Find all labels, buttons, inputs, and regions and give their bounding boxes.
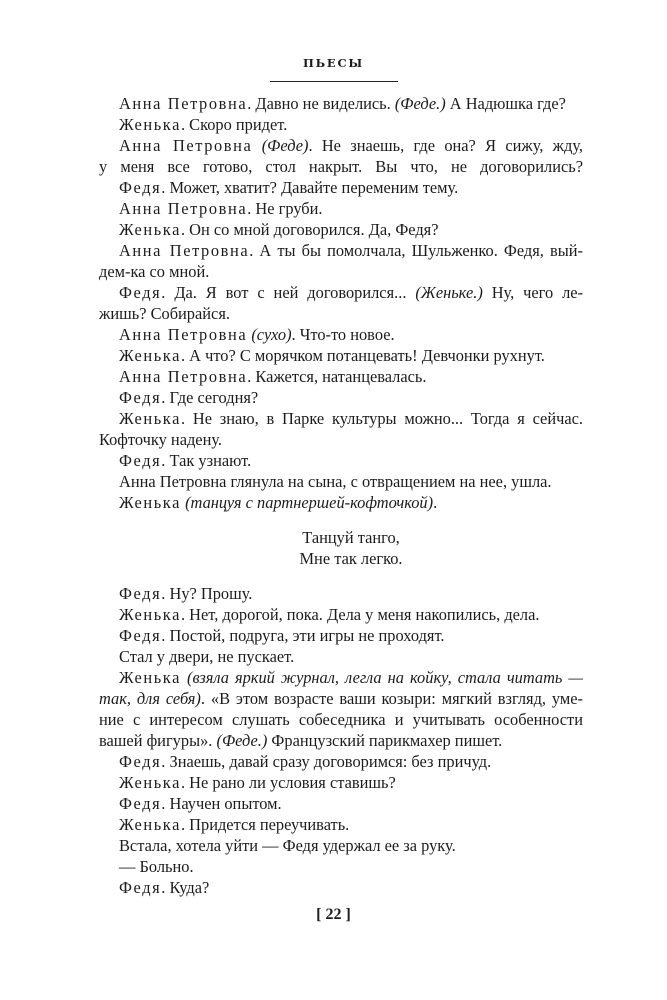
dialogue-line: Федя. Ну? Прошу. — [119, 584, 253, 603]
dialogue-line: Федя. Так узнают. — [119, 451, 252, 470]
dialogue-line: Анна Петровна (Феде). Не знаешь, где она? Я сижу, жду, — [119, 136, 583, 155]
dialogue-line: Женька. Нет, дорогой, пока. Дела у меня накопились, дела. — [119, 605, 540, 624]
dialogue-line: Анна Петровна. А ты бы помолчала, Шульженко. Федя, вый- — [119, 241, 583, 260]
stage-direction: (взяла яркий журнал, легла на койку, стала читать — — [187, 668, 583, 687]
speaker-name: Анна Петровна — [119, 367, 248, 386]
dialogue-line: Анна Петровна. Не груби. — [119, 199, 323, 218]
stage-direction: (Женьке.) — [415, 283, 483, 302]
speaker-name: Анна Петровна — [119, 325, 248, 344]
running-header-title: ПЬЕСЫ — [302, 56, 365, 70]
verse-line: Танцуй танго, — [302, 528, 400, 547]
stage-direction: (Феде.) — [216, 731, 268, 750]
speaker-name: Федя — [119, 626, 162, 645]
speaker-name: Федя — [119, 584, 162, 603]
header-rule — [270, 81, 398, 82]
speaker-name: Женька — [119, 773, 181, 792]
speaker-name: Женька — [119, 668, 181, 687]
play-text — [99, 93, 583, 898]
speaker-name: Женька — [119, 220, 181, 239]
dialogue-line: Анна Петровна. Кажется, натанцевалась. — [119, 367, 427, 386]
dialogue-line: Федя. Куда? — [119, 878, 210, 897]
speaker-name: Женька — [119, 493, 181, 512]
dialogue-line: Анна Петровна (сухо). Что-то новое. — [119, 325, 395, 344]
stage-direction: так, для себя) — [99, 689, 201, 708]
dialogue-line: Федя. Научен опытом. — [119, 794, 282, 813]
speaker-name: Федя — [119, 388, 162, 407]
dialogue-line: — Больно. — [119, 857, 194, 876]
stage-direction: (сухо) — [251, 325, 292, 344]
stage-direction: (танцуя с партнершей-кофточкой) — [185, 493, 434, 512]
dialogue-line: Женька (танцуя с партнершей-кофточкой). — [119, 493, 438, 512]
dialogue-line: дем-ка со мной. — [99, 262, 210, 281]
dialogue-line: Федя. Может, хватит? Давайте переменим тему. — [119, 178, 459, 197]
dialogue-line: Федя. Где сегодня? — [119, 388, 259, 407]
stage-direction-line: Анна Петровна глянула на сына, с отвращением на нее, ушла. — [119, 472, 552, 491]
speaker-name: Женька — [119, 346, 181, 365]
speaker-name: Федя — [119, 794, 162, 813]
stage-direction: (Феде) — [261, 136, 309, 155]
speaker-name: Женька — [119, 409, 181, 428]
speaker-name: Федя — [119, 451, 162, 470]
speaker-name: Анна Петровна — [119, 136, 253, 155]
dialogue-line: Женька. Скоро придет. — [119, 115, 288, 134]
dialogue-line: Женька. А что? С морячком потанцевать! Девчонки рухнут. — [119, 346, 545, 365]
dialogue-line: Федя. Знаешь, давай сразу договоримся: без причуд. — [119, 752, 492, 771]
dialogue-line: так, для себя). «В этом возрасте ваши козыри: мягкий взгляд, уме- — [99, 689, 584, 708]
speaker-name: Федя — [119, 752, 162, 771]
verse-line: Мне так легко. — [299, 549, 403, 568]
speaker-name: Женька — [119, 605, 181, 624]
dialogue-line: вашей фигуры». (Феде.) Французский парикмахер пишет. — [99, 731, 503, 750]
speaker-name: Женька — [119, 815, 181, 834]
dialogue-line: жишь? Собирайся. — [99, 304, 230, 323]
dialogue-line: Кофточку надену. — [99, 430, 222, 449]
dialogue-line: у меня все готово, стол накрыт. Вы что, не договорились? — [99, 157, 583, 176]
dialogue-line — [99, 667, 583, 688]
speaker-name: Федя — [119, 283, 162, 302]
speaker-name: Анна Петровна — [119, 199, 248, 218]
speaker-name: Федя — [119, 178, 162, 197]
stage-direction-line: Стал у двери, не пускает. — [119, 647, 295, 666]
dialogue-line: Федя. Да. Я вот с ней договорился... (Женьке.) Ну, чего ле- — [119, 283, 583, 302]
running-header — [0, 56, 667, 82]
dialogue-line: Федя. Постой, подруга, эти игры не проходят. — [119, 626, 445, 645]
dialogue-line: Анна Петровна. Давно не виделись. (Феде.) А Надюшка где? — [119, 94, 566, 113]
speaker-name: Анна Петровна — [119, 241, 250, 260]
speaker-name: Федя — [119, 878, 162, 897]
speaker-name: Женька — [119, 115, 181, 134]
dialogue-line: Женька. Не знаю, в Парке культуры можно... Тогда я сейчас. — [119, 409, 583, 428]
dialogue-line: Женька. Придется переучивать. — [119, 815, 350, 834]
speaker-name: Анна Петровна — [119, 94, 248, 113]
page-number: [ 22 ] — [316, 906, 351, 923]
dialogue-line: Женька. Не рано ли условия ставишь? — [119, 773, 396, 792]
stage-direction-line: Встала, хотела уйти — Федя удержал ее за руку. — [119, 836, 456, 855]
dialogue-line: Женька. Он со мной договорился. Да, Федя? — [119, 220, 439, 239]
stage-direction: (Феде.) — [394, 94, 446, 113]
dialogue-line: ние с интересом слушать собеседника и учитывать особенности — [99, 710, 583, 729]
